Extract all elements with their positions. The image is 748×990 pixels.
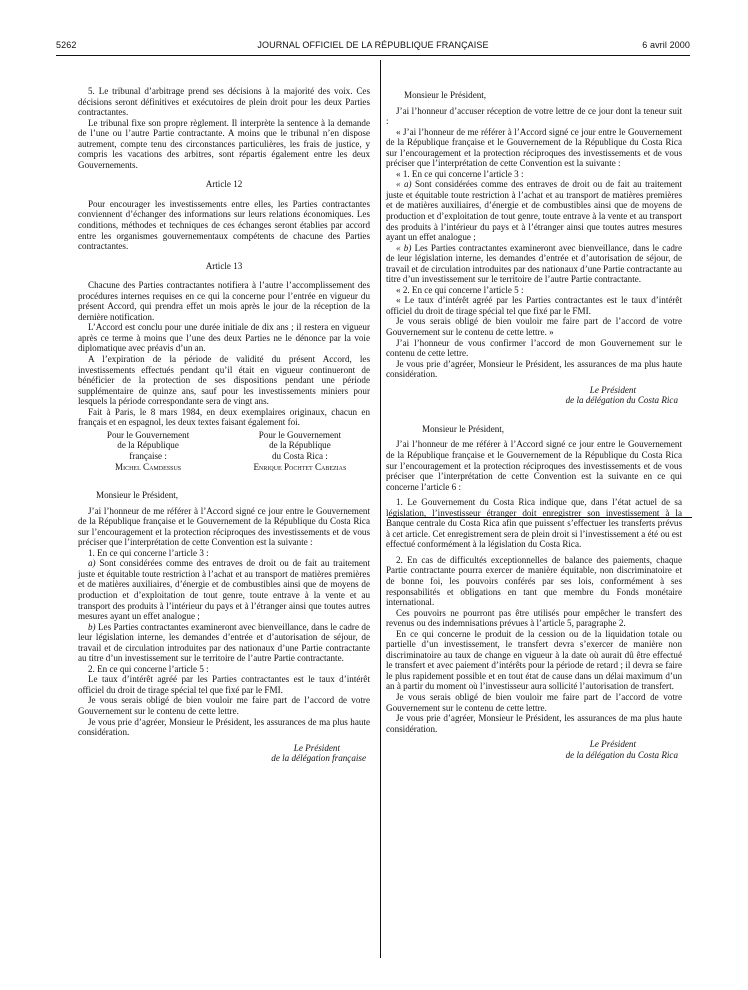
page-header	[56, 40, 690, 54]
paragraph: L’Accord est conclu pour une durée initiale de dix ans ; il restera en vigueur après ce terme à moins que l’une des deux Parties ne le dénonce par la voie diplomatique avec préavis d’un an.	[78, 322, 370, 354]
signatory-line: Pour le Gouvernement	[258, 429, 342, 440]
paragraph: Chacune des Parties contractantes notifiera à l’autre l’accomplissement des procédures internes requises en ce qui la concerne pour l’entrée en vigueur du présent Accord, qui prendra effet un mois après le jour de la réception de la dernière notification.	[78, 280, 370, 322]
paragraph: 2. En cas de difficultés exceptionnelles de balance des paiements, chaque Partie contractante pourra exercer de manière équitable, non discriminatoire et de bonne foi, les pouvoirs conférés par ses lois, conformément à ses responsabilités et obligations en tant que membre du Fonds monétaire international.	[386, 554, 682, 608]
paragraph: « J’ai l’honneur de me référer à l’Accord signé ce jour entre le Gouvernement de la République française et le Gouvernement de la République du Costa Rica sur l’encouragement et la protection réciproques des investissements et de vous préciser que l’interprétation de cette Convention est la suivante :	[386, 126, 682, 169]
letter-salutation: Monsieur le Président,	[422, 423, 505, 434]
item-marker: « a)	[396, 179, 412, 190]
journal-title: JOURNAL OFFICIEL DE LA RÉPUBLIQUE FRANÇAISE	[257, 40, 489, 50]
paragraph: Ces pouvoirs ne pourront pas être utilisés pour empêcher le transfert des revenus ou des indemnisations prévues à l’article 5, paragraphe 2.	[386, 607, 682, 629]
item-text: Sont considérées comme des entraves de droit ou de fait au traitement juste et équitable toute restriction à l’achat et au transport de matières premières et de matières auxiliaires, d’énergie et de combustibles ainsi que de moyens de production et d’exploitation de tout genre, toute entrave à la vente et au transport des produits à l’intérieur du pays et à l’étranger ainsi que toutes autres mesures ayant un effet analogue ;	[386, 179, 682, 243]
signatory-france	[78, 430, 218, 472]
paragraph: Je vous prie d’agréer, Monsieur le Président, les assurances de ma plus haute considération.	[78, 716, 370, 738]
signatory-line: du Costa Rica :	[272, 450, 328, 461]
paragraph: 5. Le tribunal d’arbitrage prend ses décisions à la majorité des voix. Ces décisions seront définitives et exécutoires de plein droit pour les deux Parties contractantes.	[78, 86, 370, 118]
paragraph: 1. Le Gouvernement du Costa Rica indique que, dans l’état actuel de sa législation, l’investisseur étranger doit enregistrer son investissement à la Banque centrale du Costa Rica afin que puissent s’effectuer les transferts prévus à cet article. Cet enregistrement sera de plein droit si l’investissement a été ou est effectué conformément à la législation du Costa Rica.	[386, 497, 682, 550]
item-text: Sont considérées comme des entraves de droit ou de fait au traitement juste et équitable toute restriction à l’achat et au transport de matières premières et de matières auxiliaires, d’énergie et de combustibles ainsi que de moyens de production et d’exploitation de tout genre, toute entrave à la vente et au transport des produits à l’intérieur du pays et à l’étranger ainsi que toutes autres mesures ayant un effet analogue ;	[78, 558, 370, 622]
paragraph: Je vous serais obligé de bien vouloir me faire part de l’accord de votre Gouvernement sur le contenu de cette lettre. »	[386, 316, 682, 338]
paragraph: J’ai l’honneur d’accuser réception de votre lettre de ce jour dont la teneur suit :	[386, 105, 682, 127]
article-12-heading: Article 12	[205, 179, 243, 190]
paragraph	[386, 243, 682, 285]
publication-date: 6 avril 2000	[642, 40, 690, 50]
article-12-text: Pour encourager les investissements entre elles, les Parties contractantes conviennent d’échanger des informations sur leurs relations économiques. Les conditions, méthodes et techniques de ces échanges seront établies par accord entre les organismes gouvernementaux compétents de chacune des Parties contractantes.	[78, 198, 370, 252]
paragraph: Le tribunal fixe son propre règlement. Il interprète la sentence à la demande de l’une ou l’autre Partie contractante. A moins que le tribunal n’en dispose autrement, compte tenu des circonstances particulières, les frais de justice, y compris les vacations des arbitres, sont répartis également entre les deux Gouvernements.	[78, 117, 370, 170]
signatory-line: de la République	[269, 440, 331, 451]
paragraph: Le taux d’intérêt agréé par les Parties contractantes est le taux d’intérêt officiel du droit de tirage spécial tel que fixé par le FMI.	[78, 674, 370, 695]
item-marker: « b)	[396, 242, 412, 253]
paragraph	[78, 558, 370, 621]
item-marker: a)	[88, 558, 96, 569]
letter-salutation: Monsieur le Président,	[96, 490, 179, 501]
item-marker: b)	[88, 621, 96, 632]
paragraph: « 2. En ce qui concerne l’article 5 :	[396, 284, 524, 295]
paragraph: J’ai l’honneur de me référer à l’Accord signé ce jour entre le Gouvernement de la République française et le Gouvernement de la République du Costa Rica sur l’encouragement et la protection réciproques des investissements et de vous préciser que l’interprétation de cette Convention est la suivante :	[78, 505, 370, 548]
paragraph	[386, 179, 682, 242]
paragraph: En ce qui concerne le produit de la cession ou de la liquidation totale ou partielle d’un investissement, le transfert devra s’exercer de manière non discriminatoire au taux de change en vigueur à la date où aurait dû être effectué le transfert et avec paiement d’intérêts pour la période de retard ; il devra se faire le plus rapidement possible et en tout état de cause dans un délai maximum d’un an à partir du moment où l’investisseur aura sollicité l’autorisation de transfert.	[386, 628, 682, 692]
left-column	[78, 86, 370, 764]
paragraph	[78, 622, 370, 664]
paragraph: Je vous prie d’agréer, Monsieur le Président, les assurances de ma plus haute considération.	[386, 713, 682, 734]
paragraph: Je vous prie d’agréer, Monsieur le Président, les assurances de ma plus haute considération.	[386, 358, 682, 380]
item-text: Les Parties contractantes examineront avec bienveillance, dans le cadre de leur législation interne, les demandes d’entrée et d’autorisation de séjour, de travail et de circulation introduites par des nationaux d’une Partie contractante au titre d’un investissement sur le territoire de l’autre Partie contractante.	[78, 621, 370, 664]
paragraph: 1. En ce qui concerne l’article 3 :	[88, 547, 209, 558]
signatory-costa-rica	[230, 430, 370, 472]
letter-salutation: Monsieur le Président,	[404, 90, 487, 100]
page-number: 5262	[56, 40, 77, 50]
paragraph: A l’expiration de la période de validité du présent Accord, les investissements effectués pendant qu’il était en vigueur continueront de bénéficier de la protection de ses dispositions pendant une période supplémentaire de quinze ans, sauf pour les investissements miniers pour lesquels la période correspondante sera de vingt ans.	[78, 354, 370, 407]
paragraph: 2. En ce qui concerne l’article 5 :	[88, 663, 209, 674]
signatory-line: Pour le Gouvernement	[106, 429, 190, 440]
item-text: Les Parties contractantes examineront avec bienveillance, dans le cadre de leur législation interne, les demandes d’entrée et d’autorisation de séjour, de travail et de circulation introduites par des nationaux d’une Partie contractante au titre d’un investissement sur le territoire de l’autre Partie contractante.	[386, 242, 682, 285]
paragraph: Je vous serais obligé de bien vouloir me faire part de l’accord de votre Gouvernement sur le contenu de cette lettre.	[386, 691, 682, 713]
fait-a-paris: Fait à Paris, le 8 mars 1984, en deux exemplaires originaux, chacun en français et en espagnol, les deux textes faisant également foi.	[78, 406, 370, 428]
signatory-line: de la République	[117, 440, 179, 451]
signature-title: Le Président	[589, 384, 636, 395]
signatory-name: Enrique Pochtet Cabezias	[253, 461, 347, 472]
signature-title: Le Président	[589, 739, 636, 750]
column-divider	[380, 60, 381, 958]
signature-delegation: de la délégation du Costa Rica	[565, 749, 678, 760]
signatory-line: française :	[129, 450, 167, 461]
right-column	[386, 90, 682, 760]
signature-title: Le Président	[293, 742, 340, 753]
signature-block	[78, 430, 370, 472]
paragraph: « Le taux d’intérêt agréé par les Parties contractantes est le taux d’intérêt officiel du droit de tirage spécial tel que fixé par le FMI.	[386, 295, 682, 316]
signature-delegation: de la délégation du Costa Rica	[565, 395, 678, 406]
header-rule	[56, 55, 690, 56]
paragraph: Je vous serais obligé de bien vouloir me faire part de l’accord de votre Gouvernement sur le contenu de cette lettre.	[78, 695, 370, 716]
article-13-heading: Article 13	[205, 260, 243, 271]
paragraph: « 1. En ce qui concerne l’article 3 :	[396, 168, 524, 179]
paragraph: J’ai l’honneur de vous confirmer l’accord de mon Gouvernement sur le contenu de cette lettre.	[386, 337, 682, 359]
signature-delegation: de la délégation française	[271, 753, 366, 764]
paragraph: J’ai l’honneur de me référer à l’Accord signé ce jour entre le Gouvernement de la République française et le Gouvernement de la République du Costa Rica sur l’encouragement et la protection réciproques des investissements et de vous préciser que l’interprétation de cette Convention est la suivante en ce qui concerne l’article 6 :	[386, 439, 682, 492]
signatory-name: Michel Camdessus	[115, 461, 182, 472]
